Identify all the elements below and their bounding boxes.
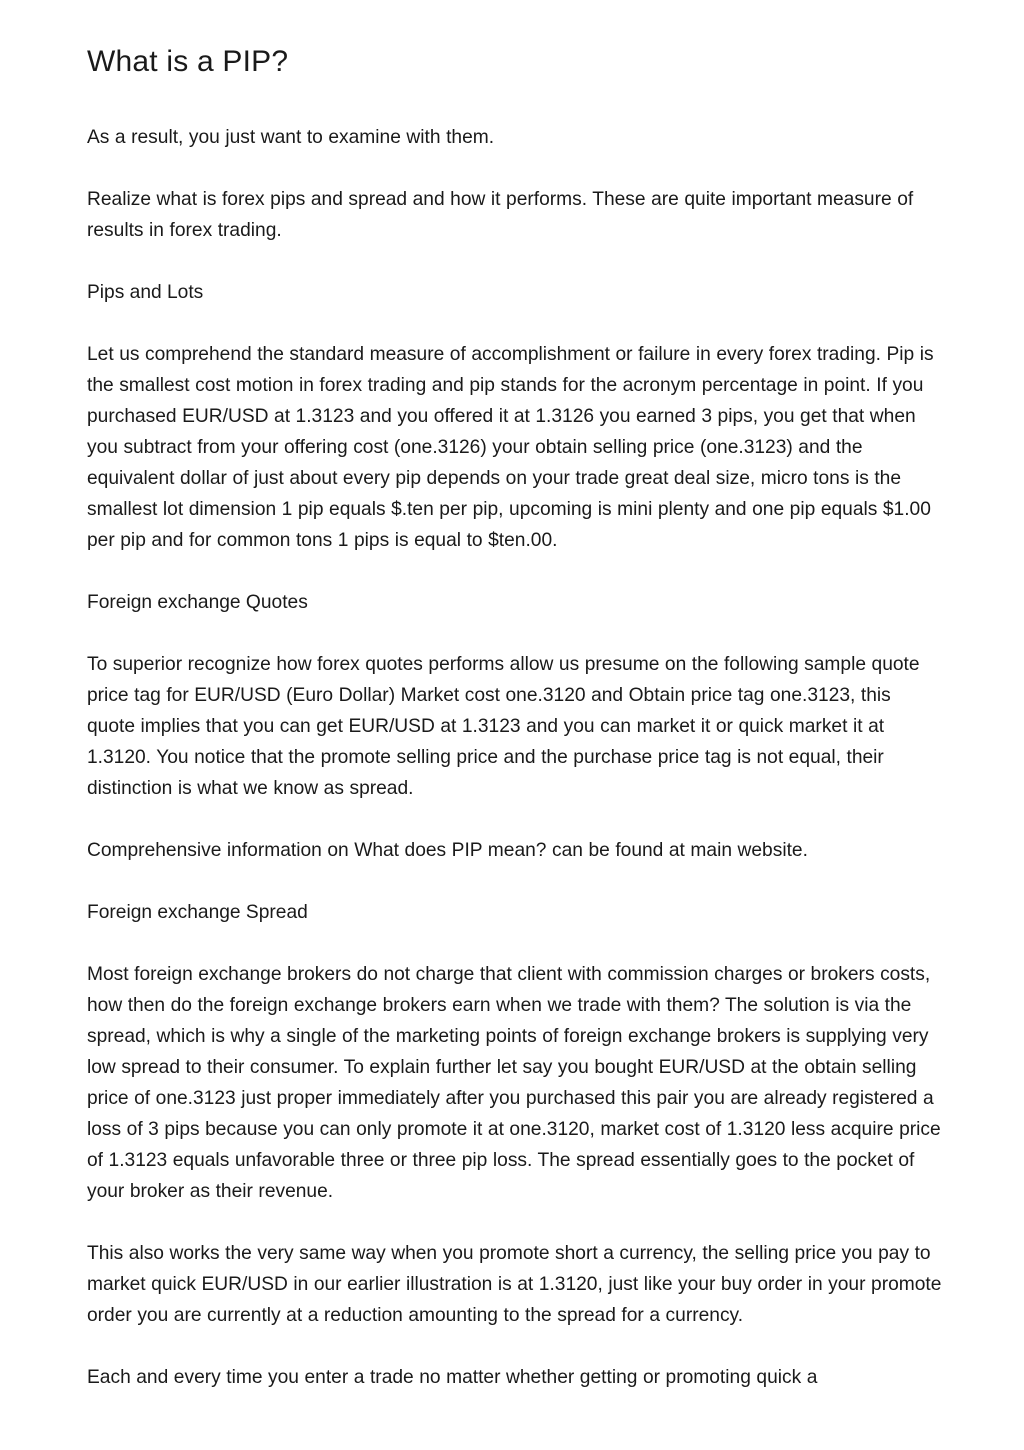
short-paragraph: This also works the very same way when you promote short a currency, the selling price you pay to market quick EUR/USD in our earlier illustration is at 1.3120, just like your buy order in your promote order you are currently at a reduction amounting to the spread for a currency. [87, 1243, 942, 1326]
trade-paragraph: Each and every time you enter a trade no matter whether getting or promoting quick a [87, 1367, 818, 1388]
section-heading-forex-spread: Foreign exchange Spread [87, 902, 308, 923]
section-heading-forex-quotes: Foreign exchange Quotes [87, 592, 308, 613]
spread-paragraph: Most foreign exchange brokers do not charge that client with commission charges or brokers costs, how then do the foreign exchange brokers earn when we trade with them? The solution is via the spread, which is why a single of the marketing points of foreign exchange brokers is supplying very low spread to their consumer. To explain further let say you bought EUR/USD at the obtain selling price of one.3123 just proper immediately after you purchased this pair you are already registered a loss of 3 pips because you can only promote it at one.3120, market cost of 1.3120 less acquire price of 1.3123 equals unfavorable three or three pip loss. The spread essentially goes to the pocket of your broker as their revenue. [87, 964, 941, 1202]
section-heading-pips-and-lots: Pips and Lots [87, 282, 204, 303]
info-paragraph: Comprehensive information on What does PIP mean? can be found at main website. [87, 840, 808, 861]
quotes-paragraph: To superior recognize how forex quotes performs allow us presume on the following sample quote price tag for EUR/USD (Euro Dollar) Market cost one.3120 and Obtain price tag one.3123, this quote implies that you can get EUR/USD at 1.3123 and you can market it or quick market it at 1.3120. You notice that the promote selling price and the purchase price tag is not equal, their distinction is what we know as spread. [87, 654, 920, 799]
intro-paragraph: As a result, you just want to examine with them. [87, 127, 495, 148]
pips-paragraph: Let us comprehend the standard measure of accomplishment or failure in every forex trading. Pip is the smallest cost motion in forex trading and pip stands for the acronym percentage in point. If you purchased EUR/USD at 1.3123 and you offered it at 1.3126 you earned 3 pips, you get that when you subtract from your offering cost (one.3126) your obtain selling price (one.3123) and the equivalent dollar of just about every pip depends on your trade great deal size, micro tons is the smallest lot dimension 1 pip equals $.ten per pip, upcoming is mini plenty and one pip equals $1.00 per pip and for common tons 1 pips is equal to $ten.00. [87, 344, 934, 551]
page-title: What is a PIP? [87, 45, 289, 78]
realize-paragraph: Realize what is forex pips and spread and how it performs. These are quite important measure of results in forex trading. [87, 189, 914, 241]
